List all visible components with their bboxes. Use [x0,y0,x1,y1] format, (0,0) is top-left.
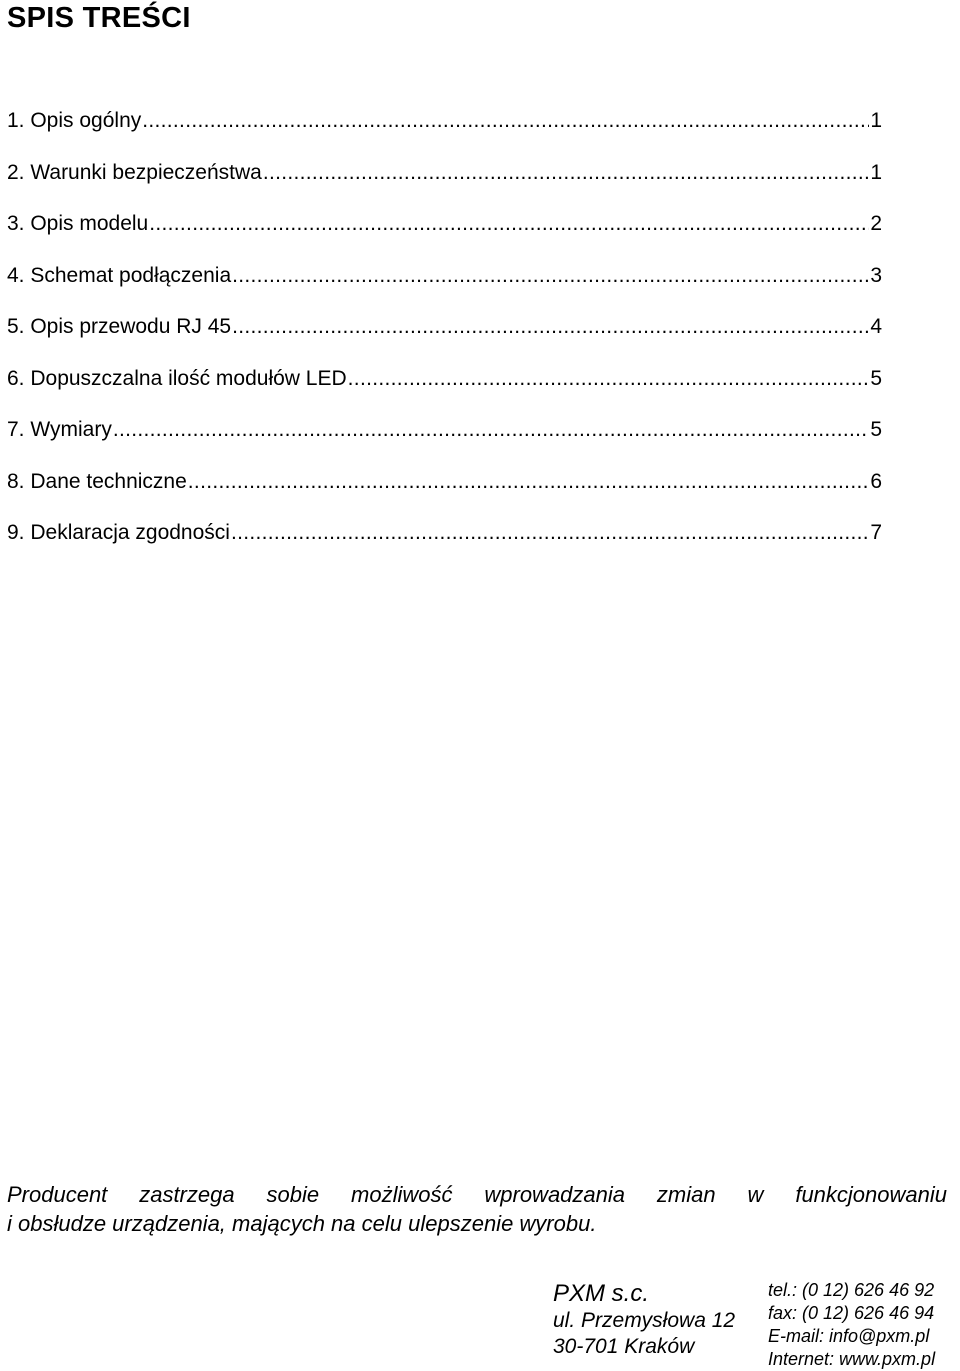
toc-entry-page: 5 [870,418,882,441]
toc-entry-label: 4. Schemat podłączenia [7,263,232,287]
toc-entry-label: 7. Wymiary [7,418,112,441]
page-title: SPIS TREŚCI [7,2,191,34]
toc-entry-4 [7,264,882,316]
toc-leader-dots [263,161,869,185]
toc-entry-page: 5 [870,366,882,390]
toc-entry-page: 4 [870,315,882,338]
toc-entry-label: 6. Dopuszczalna ilość modułów LED [7,366,347,390]
toc-entry-label: 5. Opis przewodu RJ 45 [7,315,232,338]
toc-leader-dots [142,109,869,133]
toc-entry-page: 6 [870,469,882,493]
company-contact [768,1279,935,1371]
toc-entry-label: 8. Dane techniczne [7,469,187,493]
toc-leader-dots [149,212,869,236]
company-street: ul. Przemysłowa 12 [553,1309,736,1332]
toc-entry-label: 3. Opis modelu [7,212,149,235]
toc-entry-6 [7,367,882,419]
toc-entry-3 [7,212,882,264]
manufacturer-disclaimer [7,1180,947,1238]
table-of-contents [7,109,882,573]
toc-entry-page: 1 [870,109,882,132]
contact-phone: tel.: (0 12) 626 46 92 [768,1280,935,1300]
toc-entry-page: 1 [870,160,882,184]
contact-email: E-mail: info@pxm.pl [768,1326,930,1346]
company-address [553,1280,735,1360]
toc-entry-page: 2 [870,212,882,235]
contact-fax: fax: (0 12) 626 46 94 [768,1303,935,1323]
disclaimer-line-1: Producent zastrzega sobie możliwość wprowadzania zmian w funkcjonowaniu [7,1182,947,1207]
company-city: 30-701 Kraków [553,1335,695,1358]
company-name: PXM s.c. [553,1280,650,1307]
toc-leader-dots [232,264,869,288]
toc-entry-page: 7 [870,521,882,544]
toc-entry-page: 3 [870,263,882,287]
toc-entry-label: 1. Opis ogólny [7,109,142,132]
toc-entry-label: 2. Warunki bezpieczeństwa [7,160,262,184]
toc-entry-8 [7,470,882,522]
toc-leader-dots [188,470,870,494]
toc-leader-dots [231,521,869,545]
toc-entry-2 [7,161,882,213]
toc-leader-dots [113,418,869,442]
toc-entry-1 [7,109,882,161]
contact-website: Internet: www.pxm.pl [768,1349,936,1369]
toc-leader-dots [348,367,870,391]
toc-leader-dots [232,315,869,339]
toc-entry-5 [7,315,882,367]
toc-entry-7 [7,418,882,470]
toc-entry-label: 9. Deklaracja zgodności [7,521,230,544]
disclaimer-line-2: i obsłudze urządzenia, mających na celu ulepszenie wyrobu. [7,1211,597,1236]
toc-entry-9 [7,521,882,573]
